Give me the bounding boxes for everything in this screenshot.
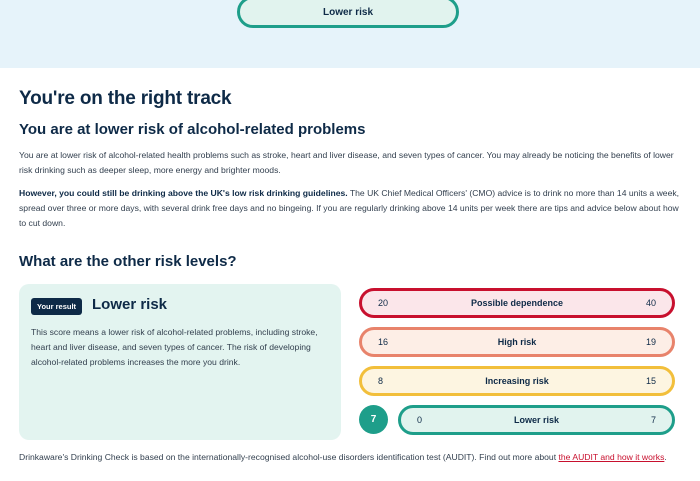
- result-subheading: You are at lower risk of alcohol-related problems: [19, 121, 366, 138]
- page-heading: You're on the right track: [19, 88, 232, 109]
- risk-level-possible-dependence: [359, 288, 675, 318]
- level-min: 8: [378, 376, 384, 386]
- level-name: Increasing risk: [485, 376, 549, 386]
- level-min: 20: [378, 298, 389, 308]
- level-max: 15: [645, 376, 656, 386]
- level-name: High risk: [497, 337, 537, 347]
- result-title: Lower risk: [92, 296, 168, 313]
- top-banner: [0, 0, 700, 68]
- level-min: 16: [378, 337, 389, 347]
- footnote-text: Drinkaware's Drinking Check is based on the internationally-recognised alcohol-use disorders identification test (AUDIT). Find out more about: [19, 452, 559, 462]
- your-result-card: [19, 284, 341, 440]
- result-description: This score means a lower risk of alcohol-related problems, including stroke, heart and liver disease, and seven types of cancer. The risk of developing alcohol-related problems increases the more you drink.: [31, 327, 318, 367]
- risk-level-increasing-risk: [359, 366, 675, 396]
- audit-link[interactable]: the AUDIT and how it works: [558, 452, 665, 462]
- result-paragraph: You are at lower risk of alcohol-related health problems such as stroke, heart and liver disease, and seven types of cancer. You may already be noticing the benefits of lower risk drinking such as deeper sleep, more energy and brighter moods.: [19, 150, 674, 175]
- level-max: 40: [645, 298, 656, 308]
- level-min: 0: [417, 415, 423, 425]
- guidelines-paragraph: [19, 186, 681, 231]
- level-name: Possible dependence: [470, 298, 564, 308]
- risk-level-high-risk: [359, 327, 675, 357]
- level-max: 19: [645, 337, 656, 347]
- level-name: Lower risk: [513, 415, 560, 425]
- guidelines-text: The UK Chief Medical Officers' (CMO) advice is to drink no more than 14 units a week, spread over three or more days, with several drink free days and no bingeing. If you are regularly drinking above 14 units per week there are tips and advice below about how to cut down.: [19, 188, 680, 228]
- level-max: 7: [650, 415, 656, 425]
- risk-level-lower-risk: [398, 405, 675, 435]
- your-result-badge: Your result: [31, 298, 82, 315]
- current-risk-pill: Lower risk: [237, 0, 459, 28]
- audit-footnote: [19, 450, 681, 465]
- score-indicator: 7: [359, 405, 388, 434]
- guidelines-bold-text: However, you could still be drinking above the UK's low risk drinking guidelines.: [19, 188, 348, 198]
- footnote-end: .: [664, 452, 667, 462]
- other-levels-heading: What are the other risk levels?: [19, 253, 237, 270]
